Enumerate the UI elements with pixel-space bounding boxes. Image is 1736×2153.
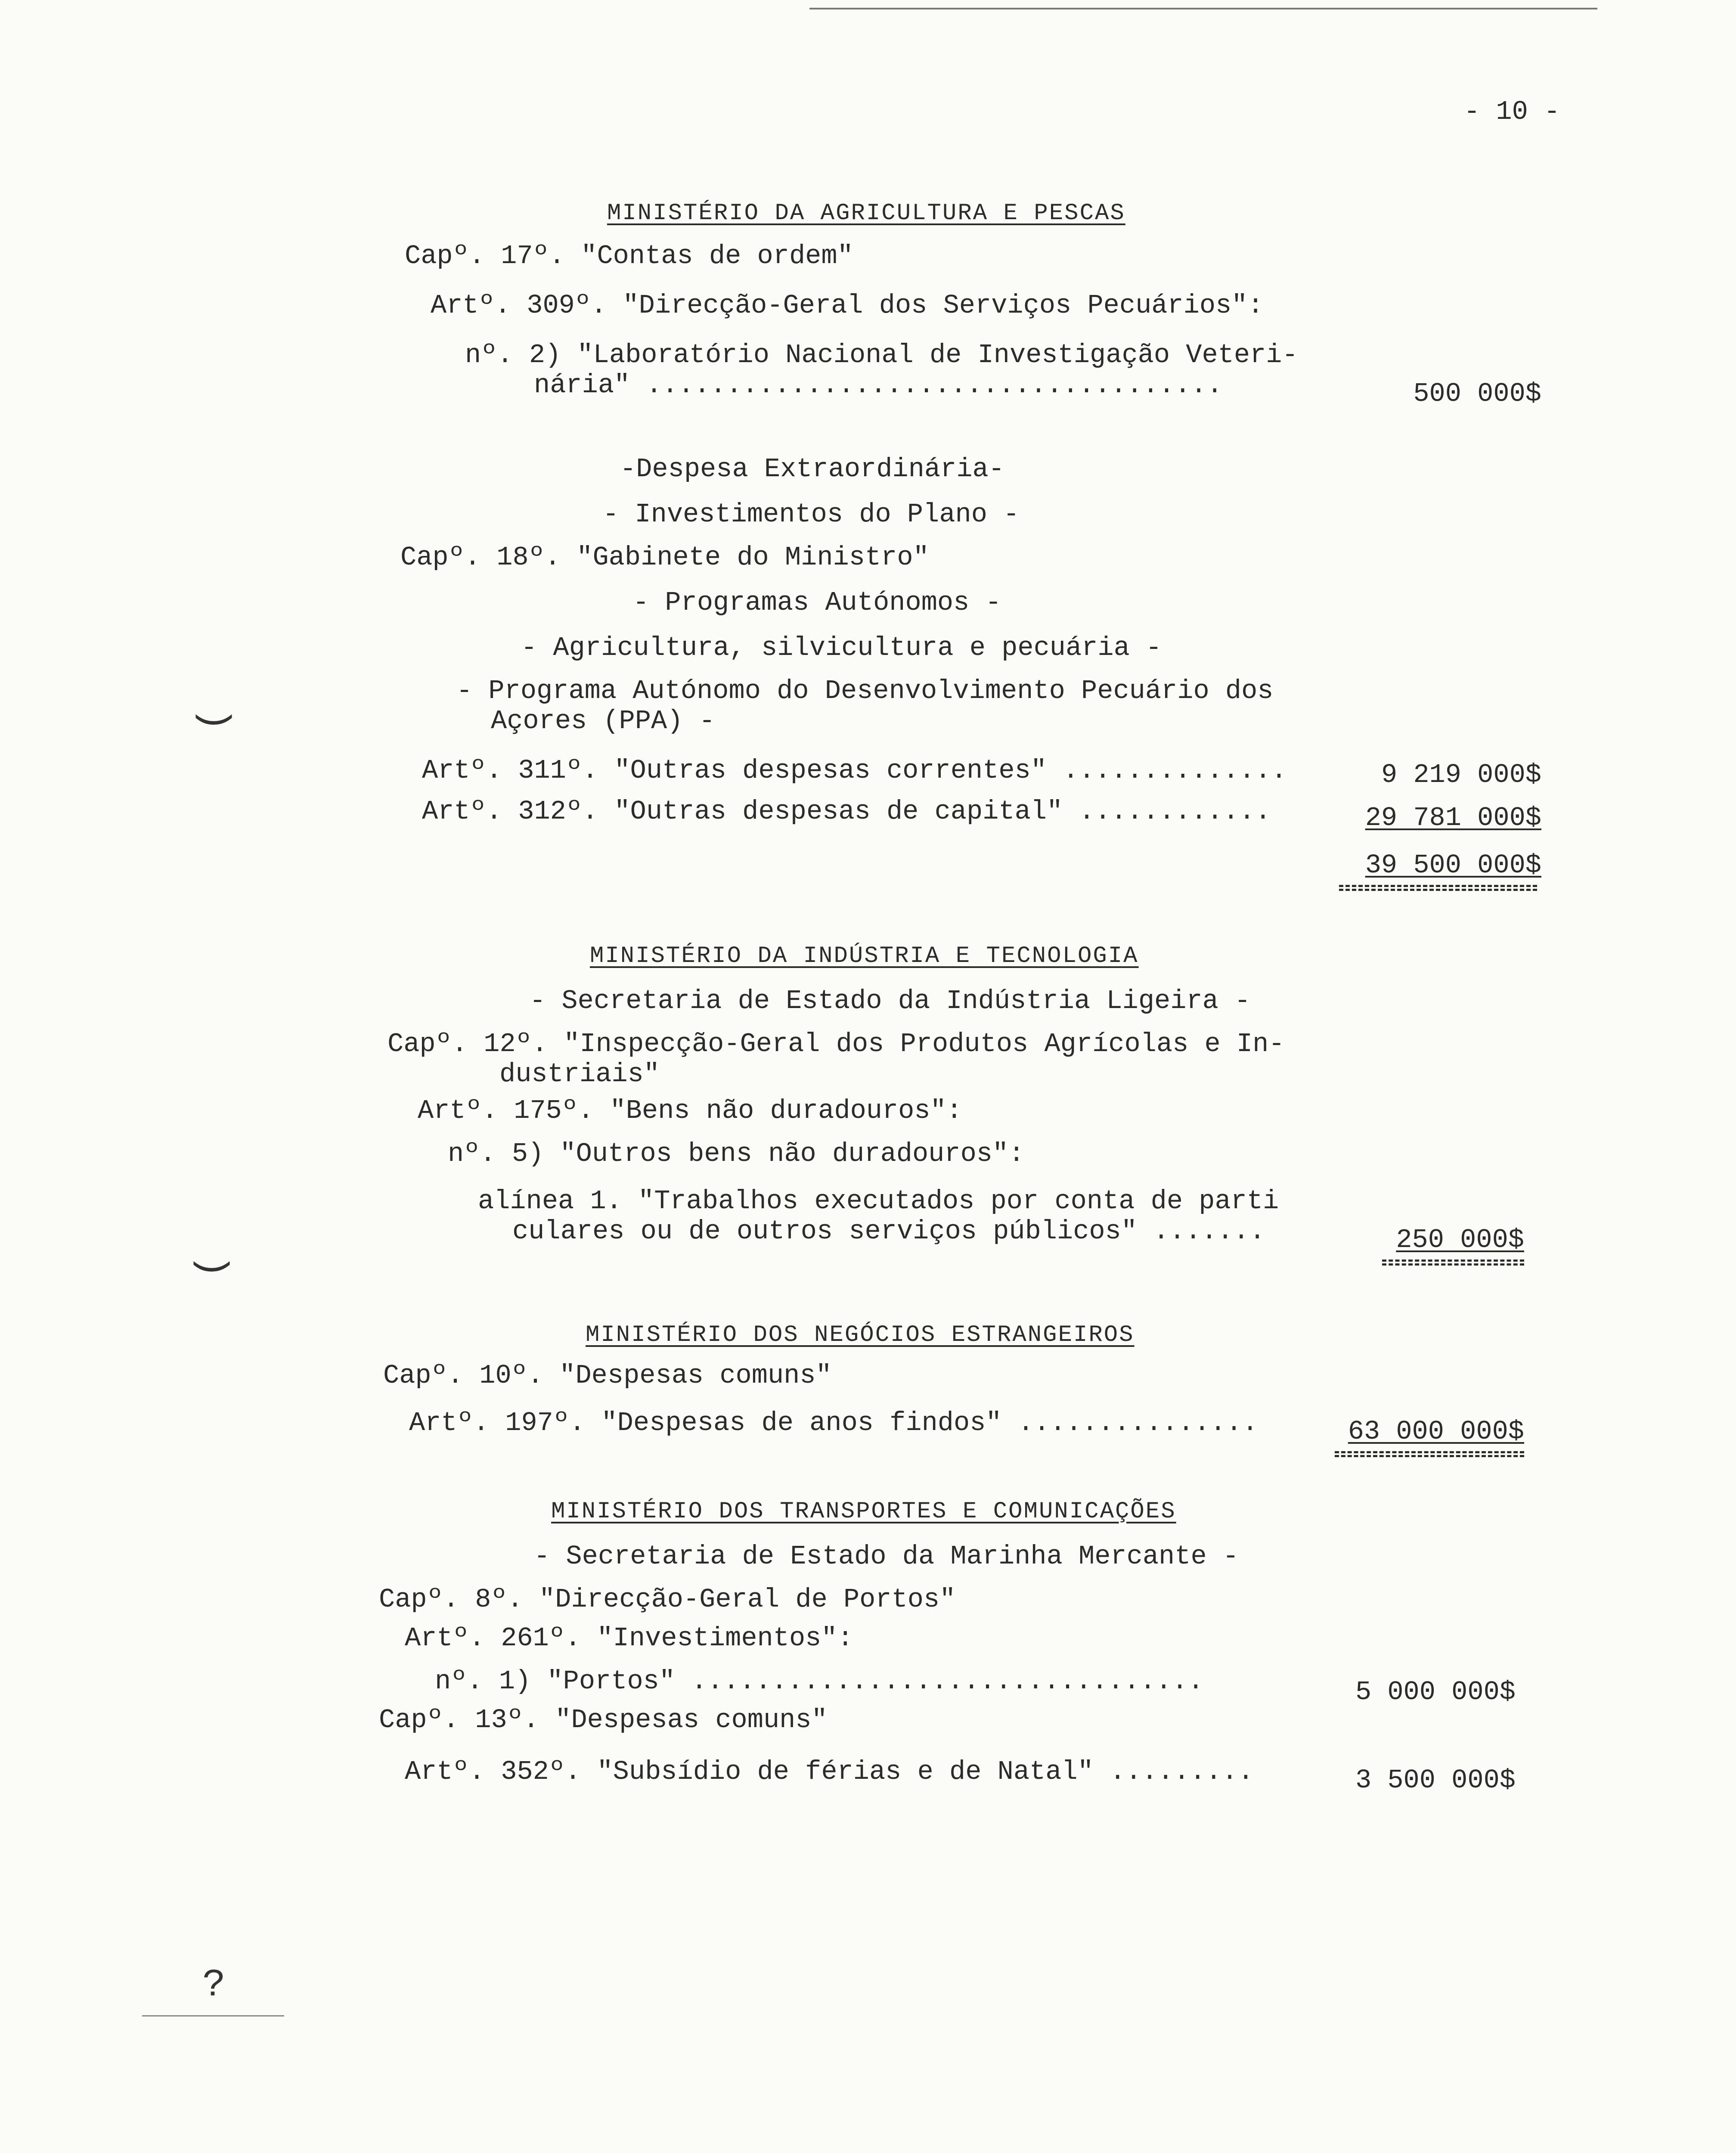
margin-mark-question: ? (202, 1964, 226, 2007)
n1-line: nº. 1) "Portos" ................................ (435, 1666, 1204, 1697)
top-rule (809, 8, 1597, 9)
alinea-amount: 250 000$ (1396, 1225, 1524, 1255)
cap12-line-2: dustriais" (499, 1059, 660, 1089)
art261-line: Artº. 261º. "Investimentos": (405, 1623, 853, 1654)
art309-line: Artº. 309º. "Direcção-Geral dos Serviços Pecuários": (431, 290, 1264, 321)
art197-amount-double-rule (1335, 1451, 1524, 1457)
margin-mark-parenthesis: ( (190, 1254, 234, 1278)
cap13-line: Capº. 13º. "Despesas comuns" (379, 1705, 828, 1735)
ppa-program-line-2: Açores (PPA) - (491, 706, 715, 736)
art175-line: Artº. 175º. "Bens não duradouros": (418, 1095, 963, 1126)
art312-line: Artº. 312º. "Outras despesas de capital" ............ (422, 796, 1271, 827)
art311-line: Artº. 311º. "Outras despesas correntes" .............. (422, 755, 1287, 786)
n1-amount: 5 000 000$ (1355, 1677, 1516, 1707)
autonomous-programs-heading: - Programas Autónomos - (633, 587, 1001, 618)
agriculture-total-double-rule (1339, 885, 1537, 891)
section-title-industry: MINISTÉRIO DA INDÚSTRIA E TECNOLOGIA (590, 943, 1139, 969)
page-number: - 10 - (1464, 96, 1560, 127)
n2-line-1: nº. 2) "Laboratório Nacional de Investigação Veteri- (465, 340, 1298, 370)
art312-amount: 29 781 000$ (1365, 803, 1541, 833)
art311-amount: 9 219 000$ (1381, 760, 1541, 790)
transport-secretariat: - Secretaria de Estado da Marinha Mercante - (534, 1541, 1239, 1572)
art352-line: Artº. 352º. "Subsídio de férias e de Natal" ......... (405, 1756, 1254, 1787)
section-title-agriculture: MINISTÉRIO DA AGRICULTURA E PESCAS (607, 200, 1125, 226)
n2-line-2: nária" .................................... (534, 370, 1223, 400)
art352-amount: 3 500 000$ (1355, 1765, 1516, 1796)
section-title-foreign-affairs: MINISTÉRIO DOS NEGÓCIOS ESTRANGEIROS (586, 1322, 1135, 1348)
art197-amount: 63 000 000$ (1348, 1416, 1524, 1447)
n5-line: nº. 5) "Outros bens não duradouros": (448, 1139, 1025, 1169)
cap17-line: Capº. 17º. "Contas de ordem" (405, 241, 853, 271)
agriculture-total: 39 500 000$ (1365, 850, 1541, 881)
cap18-line: Capº. 18º. "Gabinete do Ministro" (400, 542, 929, 573)
n2-amount: 500 000$ (1413, 378, 1541, 409)
section-title-transport: MINISTÉRIO DOS TRANSPORTES E COMUNICAÇÕES (551, 1498, 1176, 1525)
alinea-line-2: culares ou de outros serviços públicos" ....... (512, 1216, 1265, 1247)
cap12-line-1: Capº. 12º. "Inspecção-Geral dos Produtos Agrícolas e In- (388, 1029, 1285, 1059)
agriculture-programs-heading: - Agricultura, silvicultura e pecuária - (521, 633, 1162, 663)
margin-mark-parenthesis: ( (192, 707, 236, 732)
alinea-amount-double-rule (1382, 1260, 1524, 1266)
bottom-left-rule (142, 2015, 284, 2016)
plan-investments-heading: - Investimentos do Plano - (603, 499, 1020, 530)
alinea-line-1: alínea 1. "Trabalhos executados por conta de parti (478, 1186, 1279, 1216)
ppa-program-line-1: - Programa Autónomo do Desenvolvimento Pecuário dos (456, 676, 1274, 706)
extraordinary-expense-heading: -Despesa Extraordinária- (620, 454, 1004, 484)
industry-secretariat: - Secretaria de Estado da Indústria Ligeira - (530, 986, 1251, 1016)
cap10-line: Capº. 10º. "Despesas comuns" (383, 1360, 832, 1391)
art197-line: Artº. 197º. "Despesas de anos findos" ............... (409, 1408, 1258, 1438)
cap8-line: Capº. 8º. "Direcção-Geral de Portos" (379, 1584, 956, 1615)
